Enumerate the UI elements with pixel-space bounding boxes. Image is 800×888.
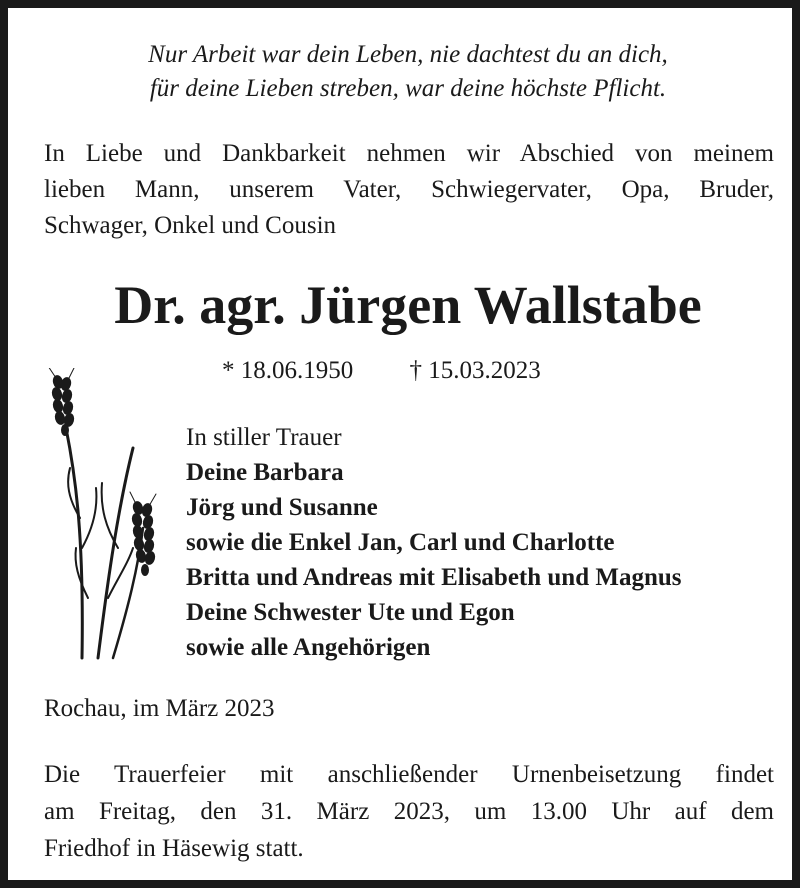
mourner-name: Britta und Andreas mit Elisabeth und Magnus [186,564,682,591]
mourners-list [186,420,682,665]
mourner-name: Jörg und Susanne [186,494,378,521]
intro-line-2: lieben Mann, unserem Vater, Schwiegervater, Opa, Bruder, [44,176,774,203]
birth-date: * 18.06.1950 [222,357,354,384]
mourner-name: Deine Barbara [186,459,344,486]
death-date: † 15.03.2023 [409,357,541,384]
intro-line-3: Schwager, Onkel und Cousin [44,212,337,239]
motto-line-2: für deine Lieben streben, war deine höchste Pflicht. [149,75,667,102]
intro-text [44,136,774,244]
mourner-name: sowie alle Angehörigen [186,634,431,661]
funeral-line-3: Friedhof in Häsewig statt. [44,835,304,862]
place-and-date: Rochau, im März 2023 [44,695,275,722]
funeral-line-2: am Freitag, den 31. März 2023, um 13.00 Uhr auf dem [44,798,774,825]
intro-line-1: In Liebe und Dankbarkeit nehmen wir Abschied von meinem [44,140,774,167]
motto-verse [48,38,768,106]
deceased-name: Dr. agr. Jürgen Wallstabe [114,275,702,335]
funeral-notice [44,756,774,867]
motto-line-1: Nur Arbeit war dein Leben, nie dachtest du an dich, [148,41,668,68]
mourner-name: sowie die Enkel Jan, Carl und Charlotte [186,529,615,556]
wheat-ears-icon [38,368,168,663]
life-dates [222,353,541,389]
mourner-name: Deine Schwester Ute und Egon [186,599,515,626]
mourners-heading: In stiller Trauer [186,424,342,451]
funeral-line-1: Die Trauerfeier mit anschließender Urnenbeisetzung findet [44,761,774,788]
